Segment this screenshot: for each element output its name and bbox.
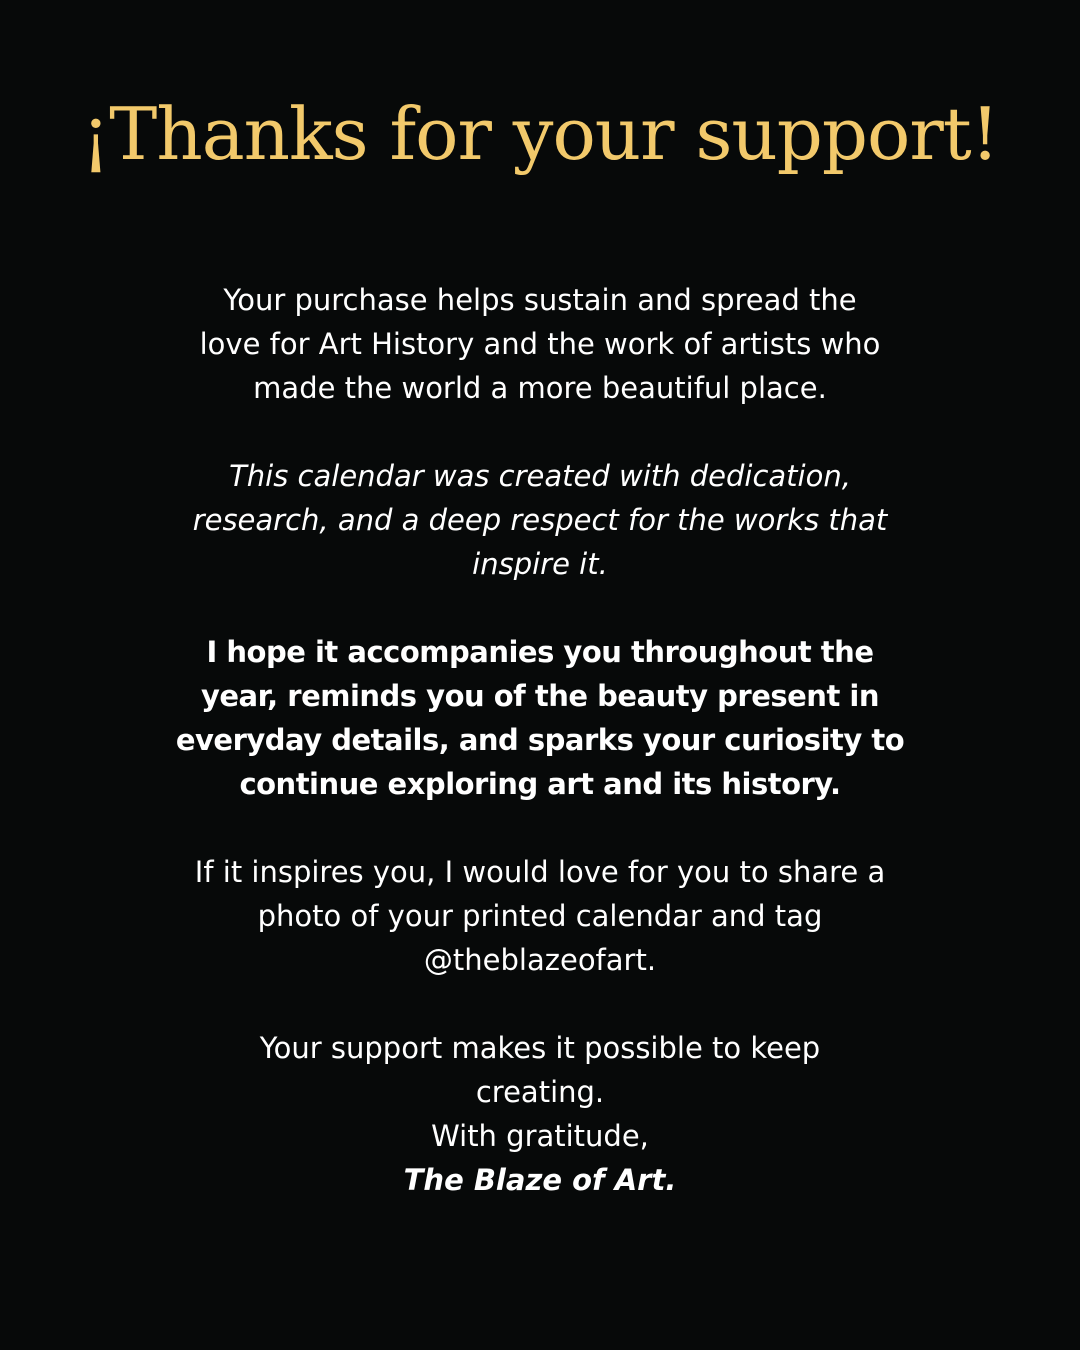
share-line-1: If it inspires you, I would love for you to share a <box>194 855 886 889</box>
dedication-paragraph <box>140 454 940 586</box>
hope-line-1: I hope it accompanies you throughout the <box>206 635 874 669</box>
closing-paragraph <box>140 1026 940 1202</box>
closing-line-2: creating. <box>475 1075 605 1109</box>
signature: The Blaze of Art. <box>403 1163 677 1197</box>
purchase-line-2: love for Art History and the work of artists who <box>199 327 881 361</box>
hope-line-2: year, reminds you of the beauty present in <box>200 679 880 713</box>
page-title: ¡Thanks for your support! <box>81 92 999 176</box>
hope-line-4: continue exploring art and its history. <box>239 767 841 801</box>
dedication-line-3: inspire it. <box>472 547 608 581</box>
purchase-line-3: made the world a more beautiful place. <box>253 371 827 405</box>
dedication-line-2: research, and a deep respect for the works that <box>192 503 888 537</box>
hope-line-3: everyday details, and sparks your curiosity to <box>175 723 905 757</box>
closing-line-1: Your support makes it possible to keep <box>259 1031 821 1065</box>
hope-paragraph <box>140 630 940 806</box>
dedication-line-1: This calendar was created with dedication, <box>229 459 851 493</box>
purchase-line-1: Your purchase helps sustain and spread the <box>223 283 857 317</box>
share-paragraph <box>140 850 940 982</box>
social-handle: @theblazeofart. <box>423 943 657 977</box>
closing-line-3: With gratitude, <box>431 1119 649 1153</box>
share-line-2: photo of your printed calendar and tag <box>257 899 823 933</box>
purchase-paragraph <box>140 278 940 410</box>
